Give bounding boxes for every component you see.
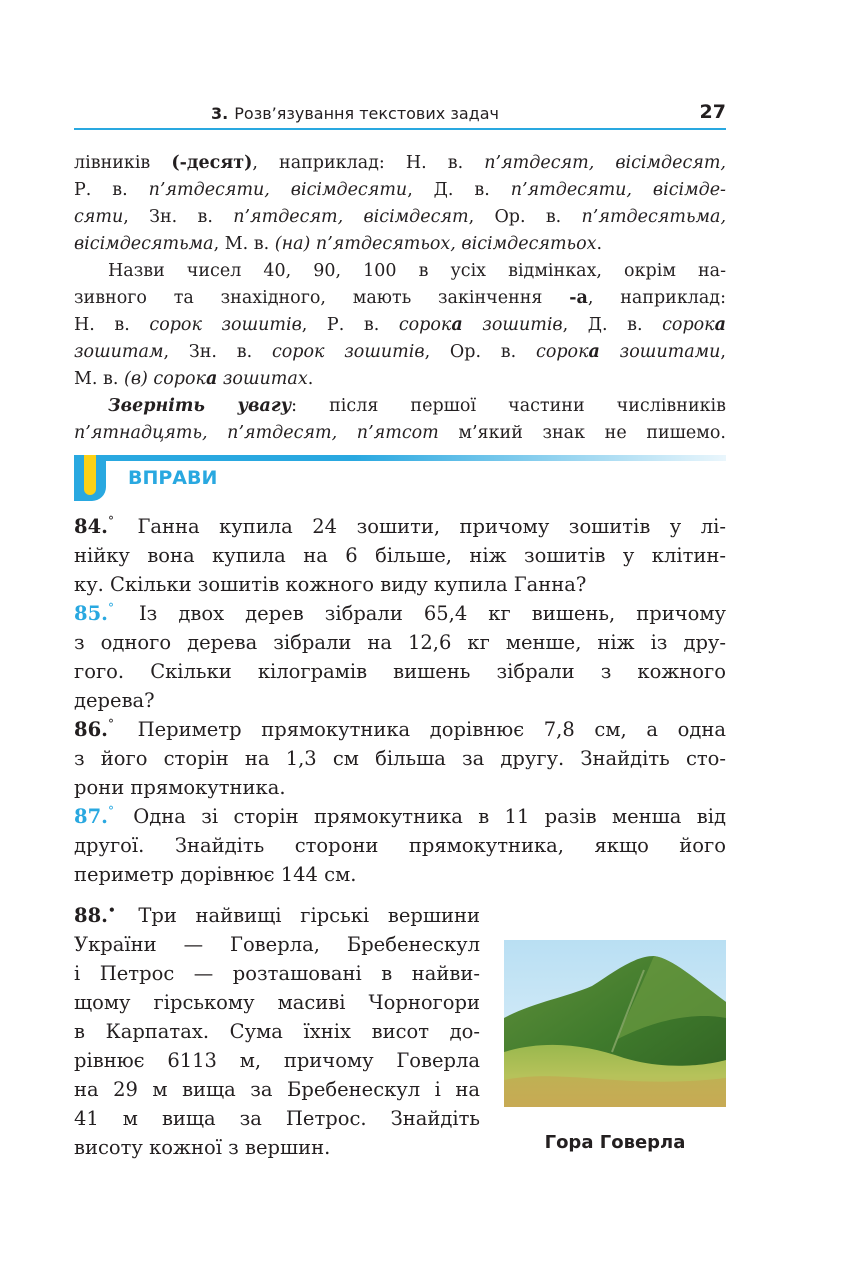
exercise-line: висоту кожної з вершин. — [74, 1136, 331, 1159]
exercise-line: 41 м вища за Петрос. Знайдіть — [74, 1107, 480, 1130]
text-run: м’який знак не пишемо. — [438, 423, 726, 443]
text-run-italic: п’ятдесят, вісімдесят — [233, 207, 469, 227]
exercise-line: на 29 м вища за Бребенескул і на — [74, 1078, 480, 1101]
text-run: , наприклад: Н. в. — [252, 153, 485, 173]
text-run: , Зн. в. — [163, 342, 272, 362]
text-run: , — [720, 342, 726, 362]
chapter-title-text: Розв’язування текстових задач — [234, 104, 499, 123]
text-run: , Ор. в. — [468, 207, 582, 227]
theory-line — [74, 231, 726, 258]
text-run-italic: п’ятдесят, вісімдесят, — [484, 153, 726, 173]
exercise-line: нійку вона купила на 6 більше, ніж зошитів у клітин- — [74, 544, 726, 567]
text-run-italic: сяти — [74, 207, 124, 227]
exercise-line: з одного дерева зібрали на 12,6 кг менше, ніж із дру- — [74, 631, 726, 654]
exercise-85 — [74, 599, 726, 715]
text-run: зошитами — [599, 342, 721, 362]
text-run: , Д. в. — [562, 315, 663, 335]
exercise-line: ку. Скільки зошитів кожного виду купила Ганна? — [74, 573, 587, 596]
text-run-bold: а — [588, 342, 600, 362]
text-run-italic — [536, 342, 720, 362]
theory-line — [74, 312, 726, 339]
exercise-line — [74, 802, 726, 831]
text-run: (в) сорок — [124, 369, 206, 389]
difficulty-mark: ° — [107, 717, 114, 731]
text-run: Н. в. — [74, 315, 150, 335]
text-run-italic: сорок зошитів — [149, 315, 302, 335]
text-run-italic — [124, 369, 308, 389]
text-run: сорок — [536, 342, 589, 362]
exercise-number: 88. — [74, 904, 108, 927]
text-run: , Р. в. — [301, 315, 399, 335]
page-number: 27 — [699, 101, 726, 123]
exercise-line — [74, 512, 726, 541]
text-run-italic: п’ятдесяти, вісімдесяти — [148, 180, 408, 200]
text-run: Назви чисел 40, 90, 100 в усіх відмінках, окрім на- — [108, 261, 726, 281]
exercise-88 — [74, 901, 480, 1162]
exercise-line: в Карпатах. Сума їхніх висот до- — [74, 1020, 480, 1043]
text-run-bold: (-десят) — [171, 153, 253, 173]
theory-line — [74, 150, 726, 177]
exercise-86 — [74, 715, 726, 802]
section-rule — [106, 455, 726, 461]
text-run: , наприклад: — [587, 288, 726, 308]
theory-line — [74, 258, 726, 285]
difficulty-mark: • — [107, 903, 116, 917]
exercise-line — [74, 599, 726, 628]
text-run: зошитів — [462, 315, 563, 335]
difficulty-mark: ° — [107, 804, 114, 818]
text-run: сорок — [662, 315, 715, 335]
theory-line — [74, 285, 726, 312]
text-run: сорок — [398, 315, 452, 335]
exercise-text: Одна зі сторін прямокутника в 11 разів менша від — [133, 805, 726, 828]
text-run: , М. в. — [213, 234, 275, 254]
text-run: Р. в. — [74, 180, 149, 200]
text-run-bold-italic: Зверніть увагу — [108, 396, 292, 416]
text-run: , Ор. в. — [424, 342, 537, 362]
section-heading — [74, 455, 726, 501]
exercise-line: і Петрос — розташовані в найви- — [74, 962, 480, 985]
exercise-line: гого. Скільки кілограмів вишень зібрали з кожного — [74, 660, 726, 683]
theory-line — [74, 366, 726, 393]
theory-line — [74, 177, 726, 204]
exercise-number: 87. — [74, 805, 108, 828]
exercise-84 — [74, 512, 726, 599]
theory-line — [74, 204, 726, 231]
text-run: зошитах — [217, 369, 308, 389]
exercise-line — [74, 715, 726, 744]
text-run: , Зн. в. — [123, 207, 234, 227]
exercise-line: периметр дорівнює 144 см. — [74, 863, 357, 886]
exercise-line: рівнює 6113 м, причому Говерла — [74, 1049, 480, 1072]
section-tab-stripe — [84, 455, 96, 495]
exercise-line — [74, 901, 480, 930]
difficulty-mark: ° — [107, 514, 114, 528]
exercise-line: рони прямокутника. — [74, 776, 286, 799]
exercise-number: 86. — [74, 718, 108, 741]
text-run: зивного та знахідного, мають закінчення — [74, 288, 570, 308]
exercise-line: України — Говерла, Бребенескул — [74, 933, 480, 956]
theory-line — [74, 393, 726, 420]
text-run-italic — [399, 315, 563, 335]
exercise-text: Три найвищі гірські вершини — [138, 904, 480, 927]
exercise-87 — [74, 802, 726, 889]
exercise-number: 84. — [74, 515, 108, 538]
exercise-line: другої. Знайдіть сторони прямокутника, якщо його — [74, 834, 726, 857]
text-run-italic: вісімдесятьма — [74, 234, 214, 254]
exercise-line: з його сторін на 1,3 см більша за другу. Знайдіть сто- — [74, 747, 726, 770]
text-run-bold: а — [451, 315, 463, 335]
exercise-text: Із двох дерев зібрали 65,4 кг вишень, причому — [138, 602, 726, 625]
text-run: М. в. — [74, 369, 125, 389]
theory-text — [74, 150, 726, 447]
text-run: : після першої частини числівників — [291, 396, 726, 416]
text-run: . — [596, 234, 603, 254]
text-run-bold: а — [205, 369, 218, 389]
chapter-title — [74, 104, 636, 123]
section-title: ВПРАВИ — [128, 467, 218, 489]
exercise-text: Ганна купила 24 зошити, причому зошитів у лі- — [137, 515, 726, 538]
hoverla-mountain-photo — [504, 940, 726, 1107]
text-run-italic: п’ятдесяти, вісімде- — [510, 180, 726, 200]
photo-caption: Гора Говерла — [544, 1132, 686, 1153]
text-run-bold: а — [714, 315, 726, 335]
text-run-italic: (на) п’ятдесятьох, вісімдесятьох — [274, 234, 597, 254]
text-run-italic: п’ятдесятьма, — [581, 207, 727, 227]
page-header — [74, 98, 726, 130]
text-run: лівників — [74, 153, 172, 173]
difficulty-mark: ° — [107, 601, 114, 615]
exercise-line: дерева? — [74, 689, 155, 712]
text-run-italic: зошитам — [74, 342, 164, 362]
section-tab-icon — [74, 455, 106, 501]
text-run-italic — [662, 315, 726, 335]
exercise-number: 85. — [74, 602, 108, 625]
theory-line — [74, 339, 726, 366]
text-run: , Д. в. — [407, 180, 511, 200]
theory-line — [74, 420, 726, 447]
chapter-number: 3. — [211, 104, 229, 123]
exercise-line: щому гірському масиві Чорногори — [74, 991, 480, 1014]
text-run-italic: п’ятнадцять, п’ятдесят, п’ятсот — [74, 423, 439, 443]
text-run-bold: -а — [569, 288, 588, 308]
text-run: . — [307, 369, 314, 389]
exercise-list — [74, 512, 726, 889]
text-run-italic: сорок зошитів — [271, 342, 425, 362]
exercise-text: Периметр прямокутника дорівнює 7,8 см, а одна — [137, 718, 726, 741]
